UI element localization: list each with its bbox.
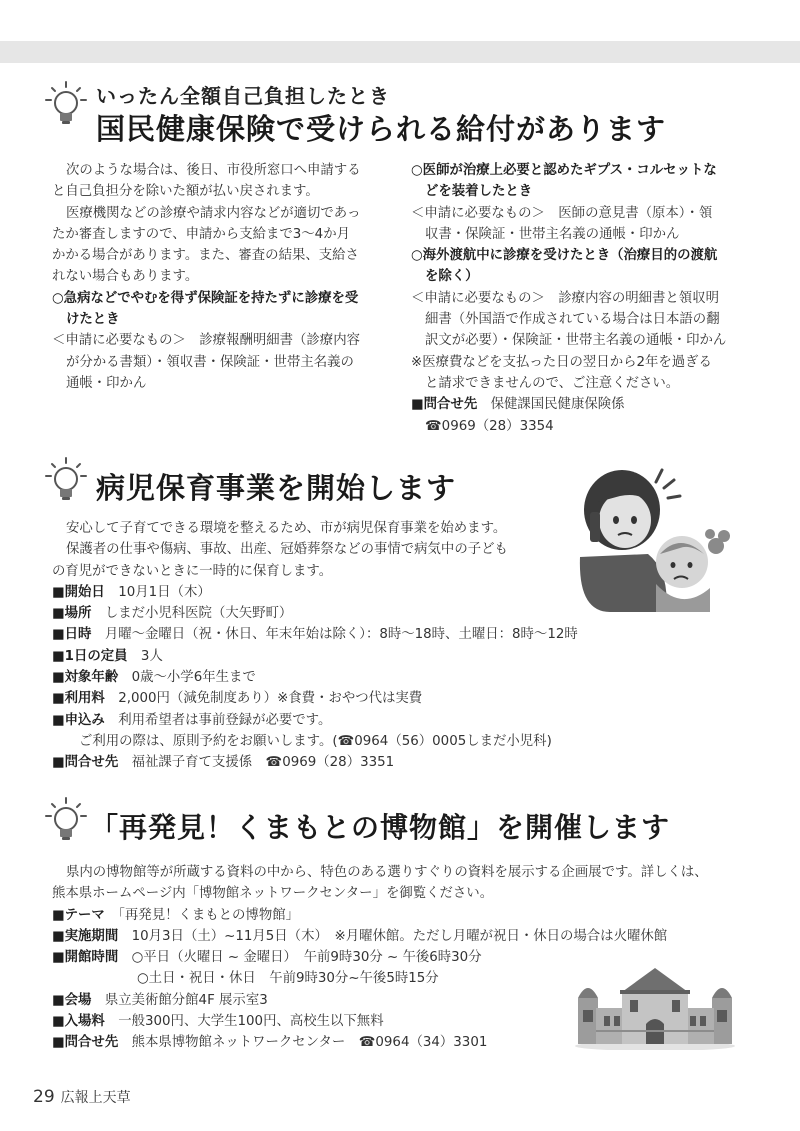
mother-sick-child-illustration: [570, 462, 735, 612]
section1-title: 国民健康保険で受けられる給付があります: [96, 112, 667, 146]
section1-right-column: ○医師が治療上必要と認めたギプス・コルセットな どを装着したとき ＜申請に必要なもの＞ 医師の意見書（原本）・領 収書・保険証・世帯主名義の通帳・印かん ○海外渡航中に診療を受けたとき（治療目的の渡航 を除く） ＜申請に必要なもの＞ 診療内容の明細書と領収明 細書（外国語で作成されている場合は日本語の翻 訳文が必要）・保険証・世帯主名義の通帳・印かん ※医療費などを支払った日の翌日から2年を過ぎる と請求できませんので、ご注意ください。 ■問合せ先 保健課国民健康保険係 ☎0969（28）3354: [411, 163, 727, 434]
section1-kicker: いったん全額自己負担したとき: [96, 84, 390, 108]
page-footer: [33, 1087, 131, 1107]
section3-body: 県内の博物館等が所蔵する資料の中から、特色のある選りすぐりの資料を展示する企画展です。詳しくは、 熊本県ホームページ内「博物館ネットワークセンター」を御覧ください。 ■テーマ 「再発見！くまもとの博物館」 ■実施期間 10月3日（土）~11月5日（木） ※月曜休館。ただし月曜が祝日・休日の場合は火曜休館 ■開館時間 ○平日（火曜日 ~ 金曜日） 午前9時30分 ~ 午後6時30分 ○土日・祝日・休日 午前9時30分~午後5時15分 ■会場 県立美術館分館4F 展示室3 ■入場料 一般300円、大学生100円、高校生以下無料 ■問合せ先 熊本県博物館ネットワークセンター ☎0964（34）3301: [52, 865, 708, 1051]
lightbulb-icon: [44, 796, 88, 844]
museum-building-illustration: [574, 962, 736, 1050]
lightbulb-icon: [44, 80, 88, 128]
section2-title: 病児保育事業を開始します: [96, 471, 457, 505]
header-band: [0, 41, 800, 63]
section1-left-column: 次のような場合は、後日、市役所窓口へ申請する と自己負担分を除いた額が払い戻されます。 医療機関などの診療や請求内容などが適切であっ たか審査しますので、申請から支給まで3～4か月 かかる場合があります。また、審査の結果、支給さ れない場合もあります。 ○急病などでやむを得ず保険証を持たずに診療を受 けたとき ＜申請に必要なもの＞ 診療報酬明細書（診療内容 が分かる書類）・領収書・保険証・世帯主名義の 通帳・印かん: [52, 163, 361, 391]
section3-title: 「再発見！くまもとの博物館」を開催します: [90, 811, 671, 844]
publication-name: 広報上天草: [60, 1090, 131, 1106]
section2-body: 安心して子育てできる環境を整えるため、市が病児保育事業を始めます。 保護者の仕事や傷病、事故、出産、冠婚葬祭などの事情で病気中の子ども の育児ができないときに一時的に保育します。 ■開始日 10月1日（木） ■場所 しまだ小児科医院（大矢野町） ■日時 月曜～金曜日（祝・休日、年末年始は除く）：8時～18時、土曜日：8時～12時 ■1日の定員 3人 ■対象年齢 0歳～小学6年生まで ■利用料 2,000円（減免制度あり）※食費・おやつ代は実費 ■申込み 利用希望者は事前登録が必要です。 ご利用の際は、原則予約をお願いします。(☎0964（56）0005しまだ小児科) ■問合せ先 福祉課子育て支援係 ☎0969（28）3351: [52, 521, 578, 771]
lightbulb-icon: [44, 456, 88, 504]
page-number: 29: [33, 1087, 55, 1107]
